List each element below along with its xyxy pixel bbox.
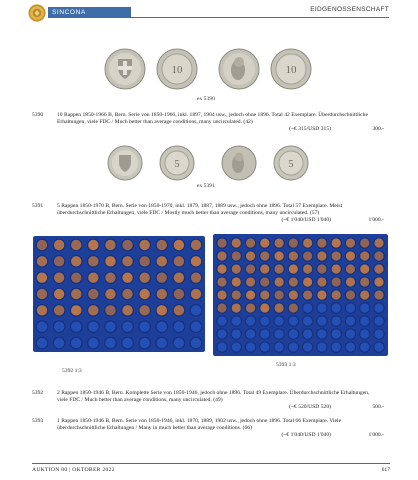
lot-5393-coin — [260, 238, 269, 247]
lot-5393-coin — [346, 277, 355, 286]
lot-5393-empty-slot — [317, 342, 326, 351]
lot-5393-coin — [217, 303, 226, 312]
lot-5393-empty-slot — [346, 342, 355, 351]
lot-5393-empty-slot — [303, 303, 312, 312]
lot-5393-coin — [260, 303, 269, 312]
lot-5393-coin — [260, 290, 269, 299]
svg-text:5: 5 — [288, 159, 294, 170]
lot-5393-price: 1'000.- — [368, 432, 384, 438]
lot-5393-coin — [246, 290, 255, 299]
lot-5392-coin — [174, 272, 184, 282]
lot-5392-coin — [71, 272, 81, 282]
lot-5392-coin — [88, 256, 98, 266]
lot-5393-empty-slot — [303, 316, 312, 325]
lot-5393-empty-slot — [260, 342, 269, 351]
lot-5392-empty-slot — [54, 338, 64, 348]
lot-5393-empty-slot — [360, 316, 369, 325]
lot-5392-coin — [71, 256, 81, 266]
lot-5392-coin — [191, 289, 201, 299]
svg-text:10: 10 — [285, 64, 297, 76]
lot-5393-coin — [332, 264, 341, 273]
lot-5393-empty-slot — [246, 342, 255, 351]
lot-5392-coin — [37, 272, 47, 282]
lot-5393-empty-slot — [274, 329, 283, 338]
lot-5392-coin — [88, 240, 98, 250]
lot-5393-empty-slot — [303, 342, 312, 351]
lot-5392-coin — [71, 289, 81, 299]
lot-5393-empty-slot — [374, 316, 383, 325]
lot-5393-coin — [246, 238, 255, 247]
lot-5392-empty-slot — [174, 338, 184, 348]
lot-5392-estimate: (~€ 520/USD 520) — [289, 404, 331, 410]
lot-5390-coin-photos — [100, 45, 320, 95]
lot-5392-empty-slot — [122, 321, 132, 331]
lot-5393-empty-slot — [232, 329, 241, 338]
lot-5393-coin — [346, 290, 355, 299]
lot-5393-coin — [246, 251, 255, 260]
lot-5393-coin — [246, 303, 255, 312]
lot-5393-coin — [374, 277, 383, 286]
coin-5390-reverse-2 — [271, 49, 311, 89]
lot-5393-empty-slot — [246, 329, 255, 338]
lot-5392-coin — [37, 256, 47, 266]
lot-5392-empty-slot — [191, 338, 201, 348]
lot-5393-empty-slot — [332, 329, 341, 338]
lot-5393-coin-tray — [213, 234, 388, 356]
lot-5392-coin — [122, 240, 132, 250]
lot-5392-empty-slot — [37, 321, 47, 331]
lot-5393-coin — [317, 264, 326, 273]
lot-5392-coin — [88, 305, 98, 315]
lot-5393-coin — [374, 238, 383, 247]
section-title: EIDGENOSSENSCHAFT — [310, 6, 389, 13]
lot-5393-coin — [232, 277, 241, 286]
header-rule — [131, 17, 389, 18]
lot-5393-coin — [217, 251, 226, 260]
lot-5392-coin — [139, 256, 149, 266]
lot-5392-empty-slot — [139, 321, 149, 331]
lot-5393-empty-slot — [332, 316, 341, 325]
footer-auction: AUKTION 80 | OKTOBER 2022 — [32, 467, 115, 473]
lot-5390-caption: ex 5390 — [197, 96, 215, 102]
lot-5393-coin — [303, 264, 312, 273]
lot-5392-coin — [54, 289, 64, 299]
sincona-logo — [28, 4, 46, 22]
lot-5393-empty-slot — [332, 342, 341, 351]
coin-5391-reverse-2 — [274, 146, 308, 180]
coin-5391-reverse-1 — [160, 146, 194, 180]
lot-5393-empty-slot — [289, 329, 298, 338]
lot-5393-coin — [360, 251, 369, 260]
lot-5392-empty-slot — [54, 321, 64, 331]
lot-5393-coin — [232, 251, 241, 260]
lot-5393-coin — [360, 277, 369, 286]
lot-5392-coin-tray — [33, 236, 205, 352]
lot-5393-coin — [232, 238, 241, 247]
lot-5391-coin-photos — [100, 142, 320, 184]
coin-5390-reverse-1 — [157, 49, 197, 89]
lot-5392-empty-slot — [157, 321, 167, 331]
lot-5392-coin — [122, 272, 132, 282]
lot-5393-empty-slot — [232, 316, 241, 325]
lot-5390-description: 10 Rappen 1850-1966 B, Bern. Serie von 1850-1966, inkl. 1897, 1904 usw., jedoch ohne 1896. Total 42 Exemplare. Überdurchschnittliche Erhaltungen, viele FDC / Much better than average conditions, many uncirculated. (42) — [57, 112, 368, 126]
coin-5390-obverse-2 — [219, 49, 259, 89]
lot-5392-empty-slot — [105, 338, 115, 348]
lot-5393-coin — [232, 303, 241, 312]
lot-5393-coin — [289, 251, 298, 260]
lot-5393-coin — [317, 251, 326, 260]
lot-5393-empty-slot — [317, 303, 326, 312]
lot-5392-coin — [105, 289, 115, 299]
lot-5393-coin — [332, 277, 341, 286]
brand-name: SINCONA — [52, 9, 86, 16]
lot-5392-coin — [122, 289, 132, 299]
lot-5393-coin — [246, 277, 255, 286]
lot-5393-coin — [217, 264, 226, 273]
lot-5390-price: 300.- — [372, 126, 384, 132]
lot-5392-coin — [191, 272, 201, 282]
lot-5391-estimate: (~€ 1'040/USD 1'040) — [281, 217, 331, 223]
svg-text:10: 10 — [171, 64, 183, 76]
lot-5393-empty-slot — [260, 329, 269, 338]
lot-5392-coin — [54, 240, 64, 250]
lot-5393-coin — [374, 264, 383, 273]
lot-5390-estimate: (~€ 315/USD 315) — [289, 126, 331, 132]
lot-5390-number: 5390 — [32, 112, 44, 118]
lot-5393-coin — [289, 277, 298, 286]
lot-5393-coin — [346, 264, 355, 273]
lot-5393-empty-slot — [374, 303, 383, 312]
lot-5393-empty-slot — [246, 316, 255, 325]
lot-5393-coin — [260, 264, 269, 273]
lot-5391-caption: ex 5391 — [197, 183, 215, 189]
lot-5392-empty-slot — [191, 321, 201, 331]
lot-5393-empty-slot — [303, 329, 312, 338]
lot-5392-empty-slot — [191, 305, 201, 315]
lot-5393-coin — [260, 251, 269, 260]
lot-5393-coin — [332, 290, 341, 299]
lot-5392-empty-slot — [174, 321, 184, 331]
lot-5392-coin — [105, 272, 115, 282]
lot-5392-coin — [105, 305, 115, 315]
lot-5393-description: 1 Rappen 1850-1946 B, Bern. Serie von 1850-1946, inkl. 1870, 1889, 1902 usw., jedoch ohne 1896. Total 66 Exemplare. Viele überdurchschnittliche Erhaltungen / Many in much better than average conditions. (66) — [57, 418, 342, 432]
lot-5393-coin — [360, 264, 369, 273]
lot-5393-empty-slot — [346, 303, 355, 312]
lot-5392-coin — [157, 272, 167, 282]
lot-5393-empty-slot — [274, 342, 283, 351]
lot-5393-coin — [260, 277, 269, 286]
lot-5393-coin — [274, 251, 283, 260]
lot-5392-coin — [174, 289, 184, 299]
lot-5393-coin — [289, 238, 298, 247]
lot-5393-coin — [246, 264, 255, 273]
lot-5392-coin — [157, 305, 167, 315]
lot-5392-coin — [157, 289, 167, 299]
lot-5392-coin — [71, 305, 81, 315]
lot-5392-description: 2 Rappen 1850-1946 B, Bern. Komplette Serie von 1850-1946, jedoch ohne 1896. Total 49 Exemplare. Überdurchschnittliche Erhaltungen, viele FDC / Much better than average conditions, many uncirculated. (49) — [57, 390, 370, 404]
lot-5393-empty-slot — [289, 316, 298, 325]
lot-5392-empty-slot — [88, 321, 98, 331]
lot-5393-empty-slot — [317, 316, 326, 325]
lot-5392-coin — [139, 289, 149, 299]
lot-5392-empty-slot — [88, 338, 98, 348]
lot-5392-coin — [174, 305, 184, 315]
coin-5391-obverse-2 — [222, 146, 256, 180]
lot-5393-caption: 5393 1:3 — [276, 362, 296, 368]
lot-5393-coin — [274, 303, 283, 312]
lot-5392-coin — [139, 272, 149, 282]
lot-5392-coin — [122, 305, 132, 315]
lot-5392-coin — [139, 240, 149, 250]
lot-5393-coin — [332, 238, 341, 247]
lot-5393-coin — [232, 264, 241, 273]
lot-5393-coin — [346, 238, 355, 247]
lot-5393-coin — [289, 264, 298, 273]
lot-5392-price: 500.- — [372, 404, 384, 410]
lot-5393-empty-slot — [360, 342, 369, 351]
lot-5392-coin — [54, 256, 64, 266]
lot-5392-coin — [37, 240, 47, 250]
lot-5392-coin — [157, 240, 167, 250]
lot-5393-empty-slot — [217, 316, 226, 325]
lot-5393-coin — [217, 277, 226, 286]
lot-5393-coin — [217, 238, 226, 247]
lot-5393-empty-slot — [374, 342, 383, 351]
lot-5392-number: 5392 — [32, 390, 44, 396]
lot-5393-coin — [274, 264, 283, 273]
lot-5392-coin — [139, 305, 149, 315]
lot-5393-coin — [317, 290, 326, 299]
lot-5393-coin — [317, 238, 326, 247]
lot-5393-coin — [360, 290, 369, 299]
coin-5390-obverse-1 — [105, 49, 145, 89]
lot-5392-coin — [122, 256, 132, 266]
lot-5392-coin — [191, 240, 201, 250]
lot-5392-coin — [37, 289, 47, 299]
lot-5393-empty-slot — [317, 329, 326, 338]
svg-text:5: 5 — [174, 159, 180, 170]
lot-5392-coin — [105, 240, 115, 250]
lot-5393-empty-slot — [217, 342, 226, 351]
lot-5392-coin — [174, 256, 184, 266]
lot-5393-empty-slot — [217, 329, 226, 338]
lot-5392-empty-slot — [37, 338, 47, 348]
page-number: 617 — [381, 467, 390, 473]
lot-5393-coin — [289, 303, 298, 312]
lot-5393-coin — [274, 290, 283, 299]
lot-5393-coin — [374, 290, 383, 299]
lot-5393-empty-slot — [360, 303, 369, 312]
lot-5392-coin — [174, 240, 184, 250]
lot-5391-description: 5 Rappen 1850-1970 B, Bern. Serie von 1850-1970, inkl. 1879, 1887, 1889 usw., jedoch ohne 1896. Total 57 Exemplare. Meist überdurchschnittliche Erhaltungen, viele FDC / Mostly much better than average conditions, many uncirculated. (57) — [57, 203, 343, 217]
lot-5392-coin — [88, 272, 98, 282]
lot-5392-coin — [54, 272, 64, 282]
lot-5392-empty-slot — [139, 338, 149, 348]
lot-5393-coin — [303, 290, 312, 299]
lot-5393-coin — [374, 251, 383, 260]
lot-5392-caption: 5392 1:3 — [62, 368, 82, 374]
lot-5392-empty-slot — [105, 321, 115, 331]
lot-5392-coin — [71, 240, 81, 250]
lot-5391-number: 5391 — [32, 203, 44, 209]
lot-5393-coin — [360, 238, 369, 247]
lot-5393-empty-slot — [346, 329, 355, 338]
lot-5392-coin — [88, 289, 98, 299]
lot-5392-coin — [191, 256, 201, 266]
lot-5393-coin — [217, 290, 226, 299]
lot-5391-price: 1'000.- — [368, 217, 384, 223]
lot-5392-coin — [157, 256, 167, 266]
lot-5393-empty-slot — [260, 316, 269, 325]
lot-5393-empty-slot — [360, 329, 369, 338]
lot-5393-estimate: (~€ 1'040/USD 1'040) — [281, 432, 331, 438]
lot-5392-coin — [105, 256, 115, 266]
lot-5392-empty-slot — [122, 338, 132, 348]
lot-5393-coin — [303, 238, 312, 247]
footer-rule — [32, 463, 390, 464]
lot-5393-empty-slot — [346, 316, 355, 325]
lot-5393-coin — [346, 251, 355, 260]
coin-5391-obverse-1 — [108, 146, 142, 180]
lot-5393-empty-slot — [332, 303, 341, 312]
lot-5393-coin — [332, 251, 341, 260]
lot-5392-empty-slot — [157, 338, 167, 348]
lot-5392-empty-slot — [71, 321, 81, 331]
lot-5393-coin — [317, 277, 326, 286]
lot-5393-empty-slot — [374, 329, 383, 338]
lot-5392-coin — [54, 305, 64, 315]
lot-5393-coin — [289, 290, 298, 299]
lot-5393-coin — [303, 277, 312, 286]
lot-5393-empty-slot — [274, 316, 283, 325]
lot-5393-coin — [303, 251, 312, 260]
lot-5393-empty-slot — [232, 342, 241, 351]
lot-5393-coin — [232, 290, 241, 299]
lot-5393-number: 5393 — [32, 418, 44, 424]
lot-5392-coin — [37, 305, 47, 315]
lot-5393-coin — [274, 277, 283, 286]
lot-5392-empty-slot — [71, 338, 81, 348]
lot-5393-empty-slot — [289, 342, 298, 351]
lot-5393-coin — [274, 238, 283, 247]
